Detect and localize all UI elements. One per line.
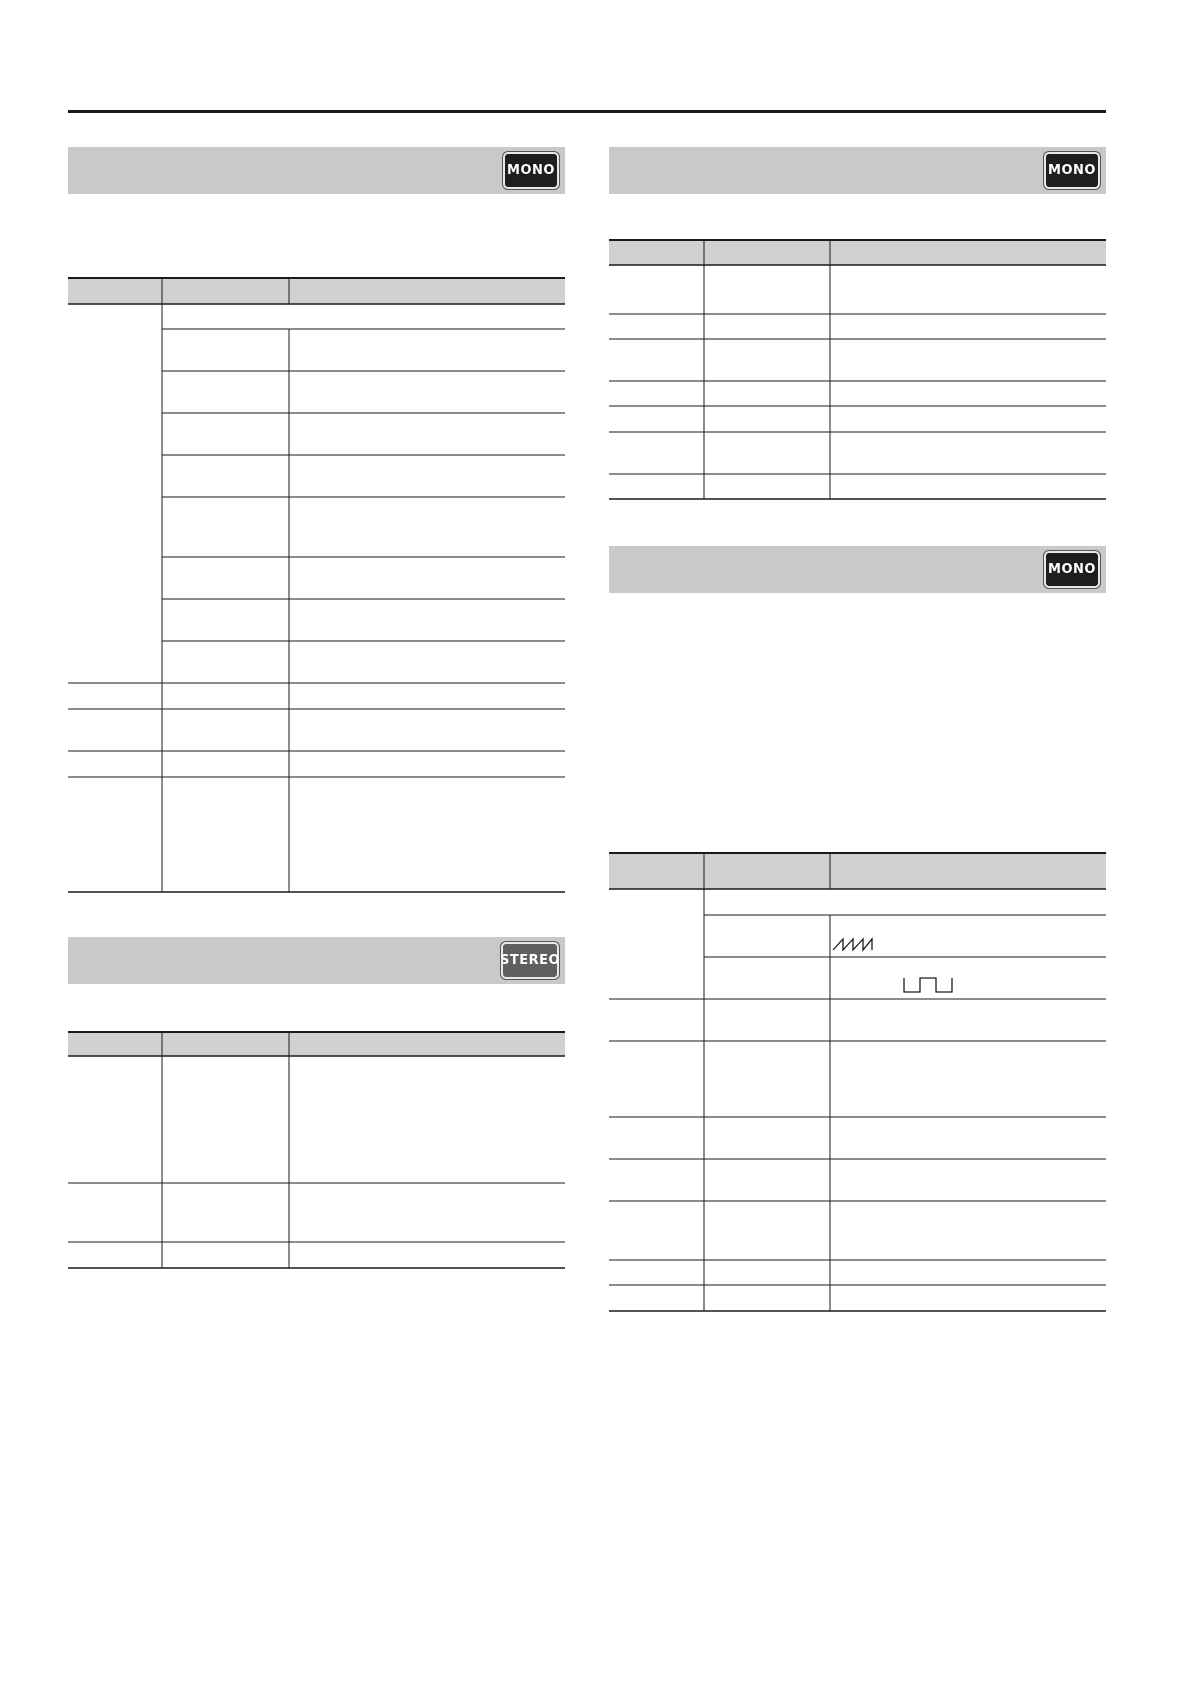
parameter-table: [609, 853, 1106, 1313]
section-header-bar: [68, 937, 565, 984]
stereo-badge: STEREO: [501, 942, 559, 979]
parameter-table: [68, 278, 565, 893]
section-header-bar: [609, 546, 1106, 593]
mono-badge: MONO: [1044, 551, 1100, 588]
mono-badge: MONO: [503, 152, 559, 189]
sawtooth-wave-icon: [833, 939, 872, 950]
table-header-row: [68, 278, 565, 304]
mono-badge: MONO: [1044, 152, 1100, 189]
square-wave-icon: [904, 978, 952, 992]
page-top-rule: [68, 110, 1106, 113]
parameter-table: [68, 1032, 565, 1270]
section-header-bar: [609, 147, 1106, 194]
parameter-table: [609, 240, 1106, 502]
table-header-row: [609, 240, 1106, 265]
table-header-row: [68, 1032, 565, 1056]
table-header-row: [609, 853, 1106, 889]
section-header-bar: [68, 147, 565, 194]
